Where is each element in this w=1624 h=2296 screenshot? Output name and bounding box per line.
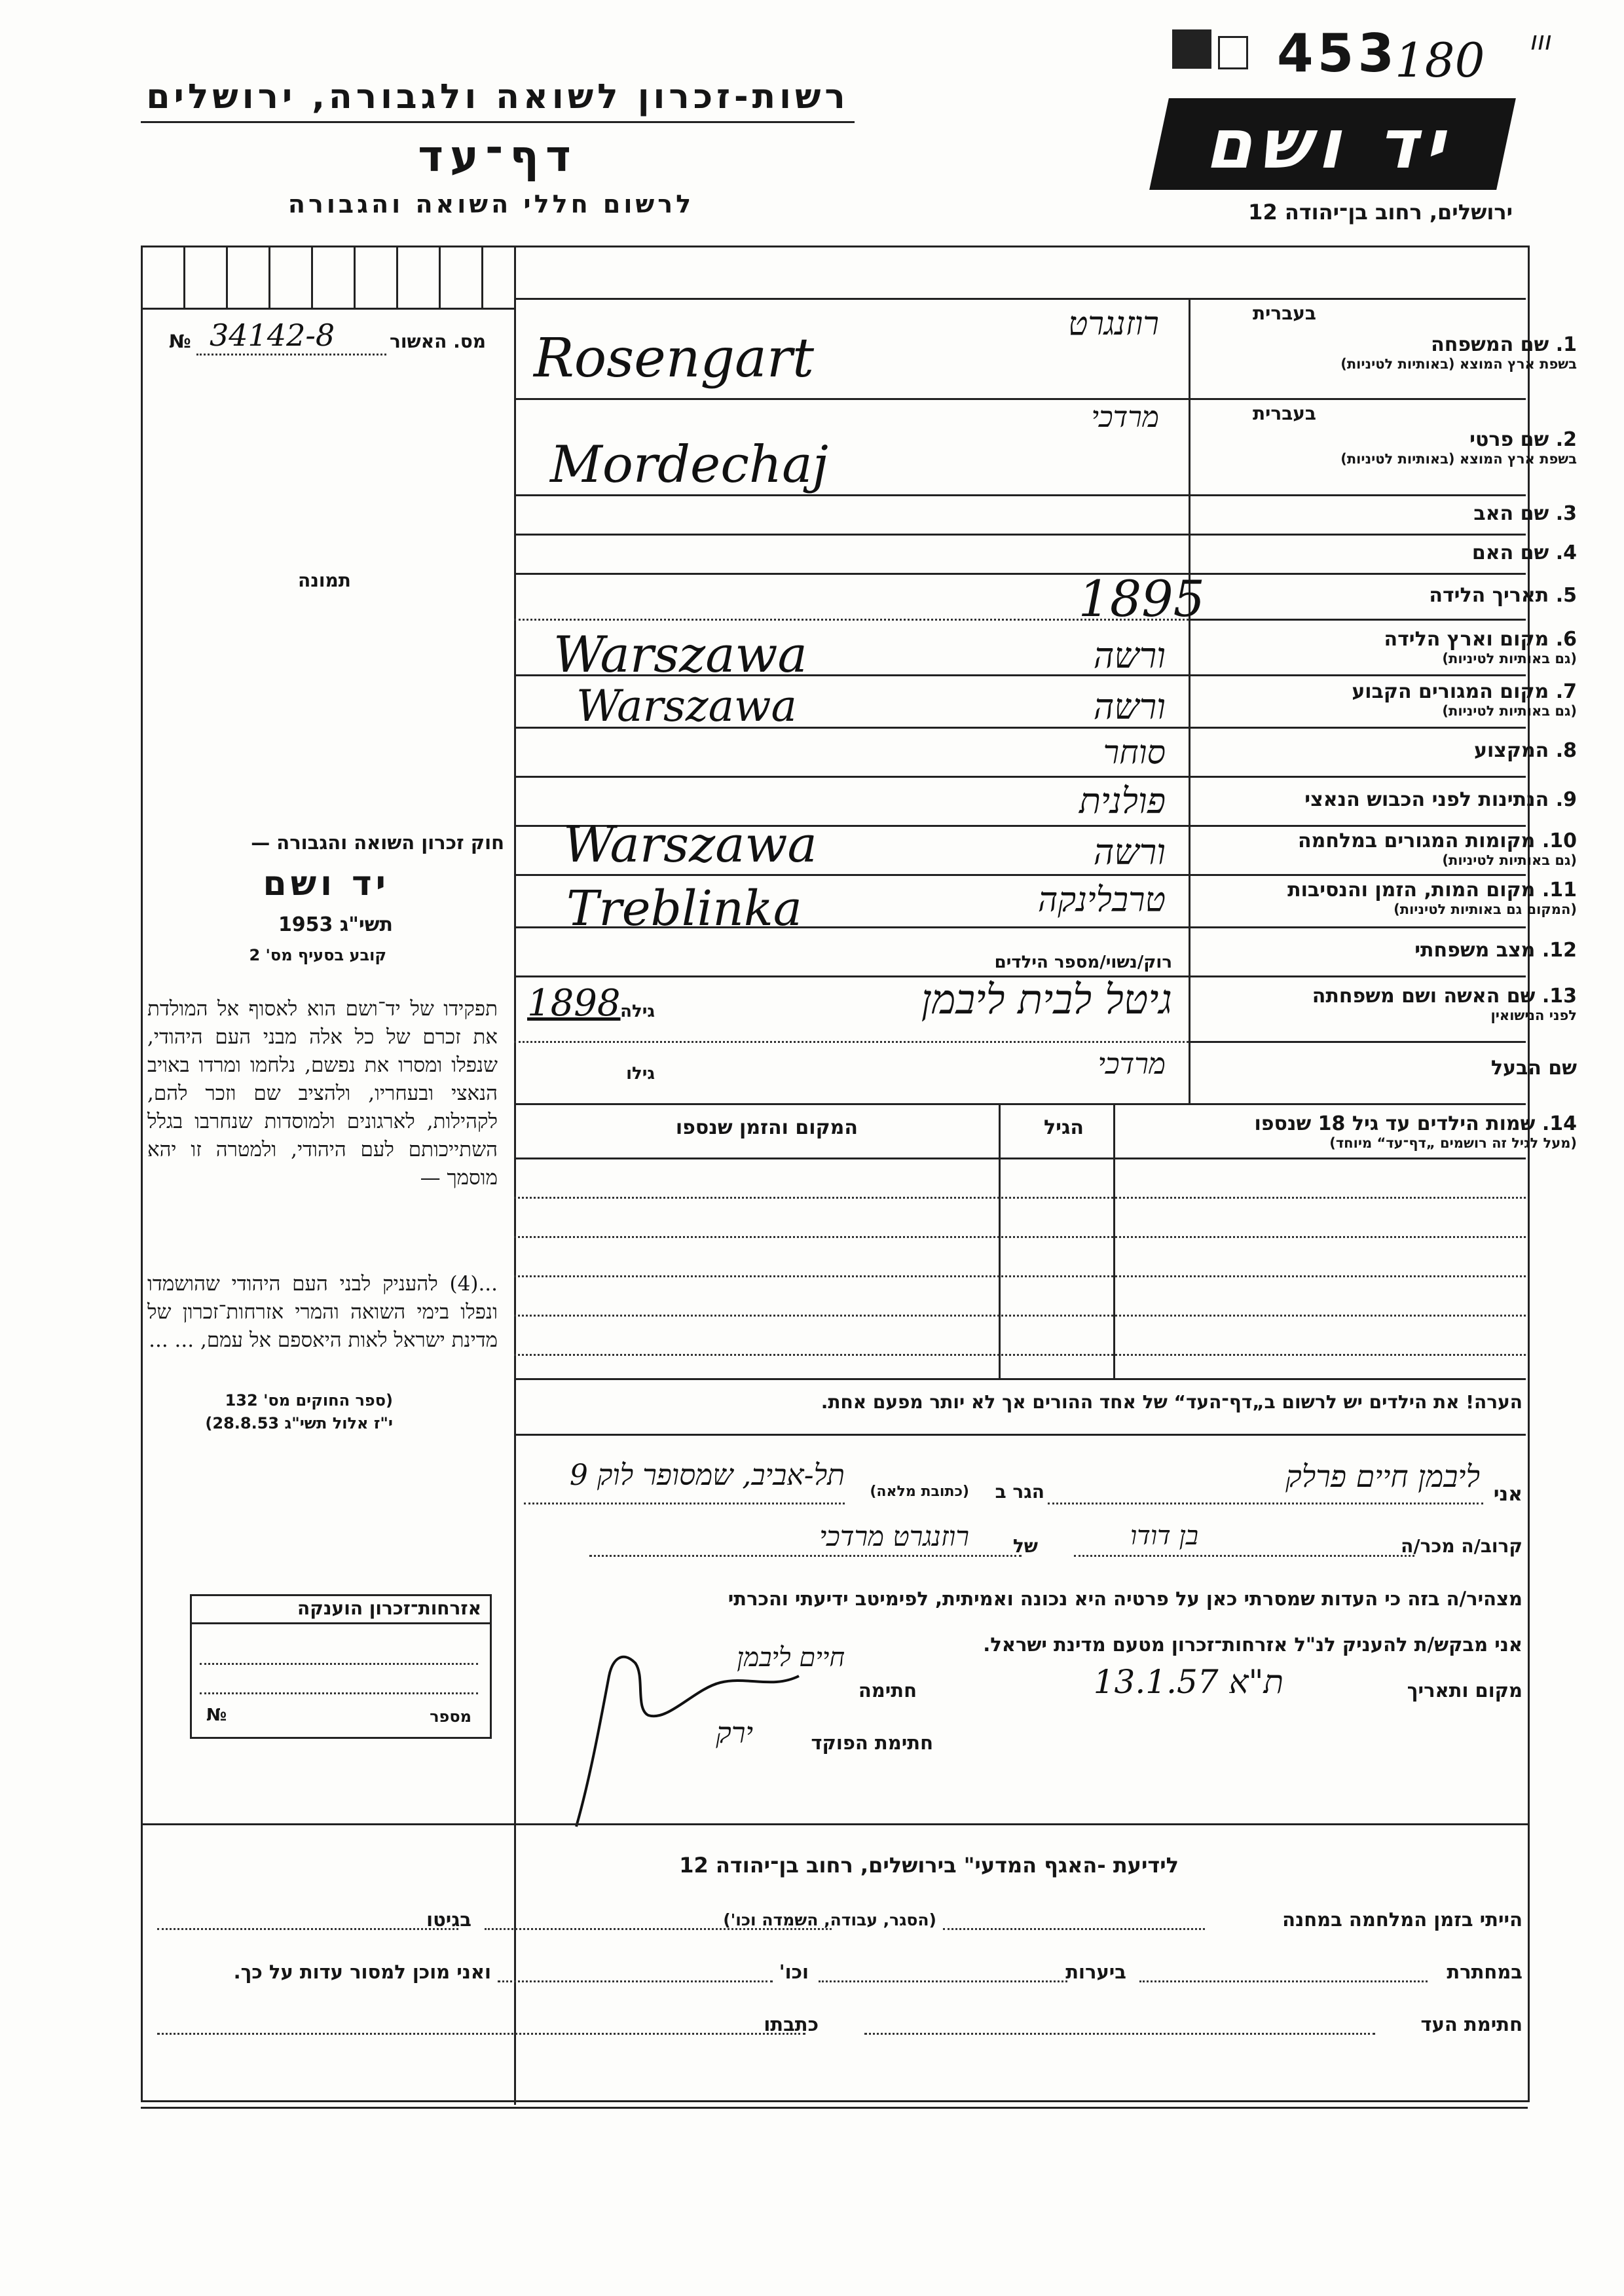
field-sublabel: (המקום גם באותיות לטיניות) [1393,902,1577,917]
code-box-divider [226,246,228,308]
children-col-place: המקום והזמן שנספו [675,1116,858,1139]
field-label-father [1210,503,1577,525]
field-number: 3. [1555,502,1577,525]
husband-name-value[interactable]: מרדכי [1098,1048,1166,1081]
death-place-latin-value[interactable]: Treblinka [566,881,802,937]
surname-latin-value[interactable]: Rosengart [534,327,815,390]
footer-title: לידיעת -האגף המדעי" בירושלים, רחוב בן־יהודה 12 [679,1853,1179,1878]
row-separator [1189,825,1526,827]
marital-options-label: רוק/נשוי/מספר הילדים [994,953,1172,972]
footer-signature-label: חתימת העד [1420,2013,1522,2035]
children-row-line [514,1275,1526,1277]
field-sublabel: (מעל לגיל זה רושמים „דף־עד“ מיוחד) [1329,1135,1577,1151]
field-label-surname [1210,334,1577,372]
relative-label: קרוב/ה מכר/ה [1401,1535,1522,1557]
field-label-text: הנתינות לפני הכבוש הנאצי [1304,788,1549,811]
row-separator [1189,926,1526,928]
value-line [514,776,1189,778]
header-underline [141,121,855,123]
yad-vashem-logo [1149,98,1516,190]
field-label-text: שם הבעל [1490,1057,1577,1080]
row-separator [1189,727,1526,729]
stamp-number: 453 [1277,23,1398,84]
footer-etc-label: וכו' [779,1961,809,1983]
field-sublabel: (גם באותיות לטיניות) [1442,651,1577,666]
surname-hebrew-value[interactable]: רוזנגרט [1068,304,1159,342]
wife-age-value[interactable]: 1898 [527,982,621,1025]
profession-value[interactable]: סוחר [1103,733,1166,771]
citizenship-box-header-line [190,1622,492,1624]
field-number: 11. [1541,879,1577,902]
field-label-mother [1210,542,1577,564]
field-label-residence [1210,681,1577,719]
law-body: תפקידו של יד־ושם הוא לאסוף אל המולדת את זכרם של כל אלה מבני העם היהודי, שנפלו ומסרו את נפשם, נלחמו ומרדו באויב הנאצי ובעחריו, ולהציב שם וזכר להם, לקהילות, לארגונים ולמוסדות שנחרבו בגלל השתייכותם לעם היהודי, ולמטרה זו יהא מוסמך — [147,997,498,1190]
registration-symbol: № [169,331,191,352]
row-separator [1189,674,1526,676]
citizenship-number-label: מספר [430,1707,471,1726]
footer-underground-label: במחתרת [1447,1961,1522,1983]
field-number: 12. [1541,939,1577,962]
form-frame-bottom-double [141,2107,1528,2109]
field-number: 9. [1555,788,1577,811]
footer-ghetto-label: בגיטו [426,1908,471,1931]
children-note: הערה! את הילדים יש לרשום ב„דף־העד“ של אחד ההורים אך לא יותר מפעם אחת. [821,1391,1522,1413]
registration-dotted-line [196,354,386,355]
field-label-text: מקומות המגורים במלחמה [1298,829,1536,852]
birth-place-hebrew-value[interactable]: ורשה [1093,635,1166,676]
witness-name-line [1048,1503,1483,1504]
registration-number[interactable]: 34142-8 [210,318,335,353]
institution-address: ירושלים, רחוב בן־יהודה 12 [1248,200,1513,225]
citizenship-box-title: אזרחות־זכרון הוענקה [297,1597,481,1619]
field-label-text: שם האב [1473,502,1549,525]
registration-label: מס. האשור [390,331,486,352]
field-label-text: שם המשפחה [1431,333,1549,356]
nationality-value[interactable]: פולנית [1079,780,1166,822]
top-band-bottom [514,298,1526,300]
relation-line [1074,1555,1414,1557]
footer-willing-label: ואני מוכן למסור עדות על כך. [233,1961,491,1983]
children-bottom-line [514,1378,1526,1380]
field-label-text: שם האם [1471,541,1549,564]
children-col-age: הגיל [1044,1116,1084,1139]
law-clause: קובע בסעיף מס' 2 [249,946,386,964]
wife-name-value[interactable]: גיטל לבית ליבמן [921,975,1172,1023]
witness-name-value[interactable]: ליבמן חיים פרלק [1285,1459,1480,1494]
field-label-husband [1210,1057,1577,1080]
field-label-war-residence [1210,830,1577,868]
war-residence-hebrew-value[interactable]: ורשה [1093,831,1166,873]
field-label-text: המקצוע [1473,739,1549,762]
field-label-wife [1210,985,1577,1023]
value-line [514,534,1189,536]
law-title: יד ושם [263,864,390,903]
law-source: (ספר החוקים מס' 132 [225,1391,393,1410]
field-number: 4. [1555,541,1577,564]
authority-title: רשות-זכרון לשואה ולגבורה, ירושלים [146,77,849,117]
field-sublabel: (גם באותיות לטיניות) [1442,852,1577,868]
footer-camp-types: (הסגר, עבודה, השמדה וכו') [723,1910,936,1929]
field-sublabel: בשפת ארץ המוצא (באותיות לטיניות) [1340,356,1577,372]
code-box-divider [311,246,313,308]
field-label-text: שם האשה ושם משפחתה [1312,985,1536,1008]
residence-hebrew-value[interactable]: ורשה [1093,686,1166,727]
left-column-divider [514,246,516,2105]
code-box-divider [354,246,356,308]
footer-line [943,1928,1205,1930]
label-column-divider [1189,298,1190,1103]
footer-camp-label: הייתי בזמן המלחמה במחנה [1282,1908,1522,1931]
footer-line [498,1980,773,1982]
row-separator [1189,619,1526,621]
first-name-latin-value[interactable]: Mordechaj [550,435,828,494]
children-label [1184,1113,1577,1151]
officer-signature-label: חתימת הפוקד [811,1732,933,1754]
field-label-text: מקום המות, הזמן והנסיבות [1287,879,1536,902]
signature-scrawl [537,1637,812,1833]
deceased-line [589,1555,1022,1557]
law-source-date: י"ז אלול תשי"ג 28.8.53) [205,1414,393,1432]
logo-text: יד ושם [1201,104,1464,184]
field-label-text: מקום המגורים הקבוע [1352,680,1549,703]
field-label-text: שם פרטי [1469,428,1549,451]
first-name-hebrew-value[interactable]: מרדכי [1091,401,1159,434]
declaration-resides: הגר ב [995,1481,1044,1503]
row-separator [1189,776,1526,778]
field-number: 7. [1555,680,1577,703]
code-box-divider [481,246,483,308]
footer-line [157,1928,458,1930]
corner-mark: ווו [1529,26,1551,56]
code-box-divider [268,246,270,308]
footer-line [485,1928,832,1930]
birth-place-latin-value[interactable]: Warszawa [553,625,807,683]
footer-line [819,1980,1067,1982]
field-number: 2. [1555,428,1577,451]
field-sublabel: (גם באותיות לטיניות) [1442,703,1577,719]
field-label-first-name [1210,429,1577,467]
declaration-full-address: (כתובת מלאה) [870,1484,969,1500]
field-number: 1. [1555,333,1577,356]
field-label-text: תאריך הלידה [1429,584,1549,607]
children-divider [999,1103,1001,1378]
officer-signature-value[interactable]: ירק [716,1717,753,1750]
signature-label: חתימה [858,1679,917,1702]
field-number: 5. [1555,584,1577,607]
field-label-text: מקום וארץ הלידה [1384,628,1549,651]
row-separator [1189,1041,1526,1043]
value-line [514,874,1189,876]
declaration-of: של [1012,1535,1038,1557]
field-label-text: שמות הילדים עד גיל 18 שנספו [1254,1112,1536,1135]
war-residence-latin-value[interactable]: Warszawa [563,815,817,873]
field-sublabel: לפני הנישואין [1490,1008,1577,1023]
field-sublabel: בשפת ארץ המוצא (באותיות לטיניות) [1340,451,1577,467]
code-boxes-bottom [141,308,514,310]
declaration-ani: אני [1493,1483,1522,1506]
field-label-birth-date [1210,585,1577,607]
field-number: 6. [1555,628,1577,651]
footer-line [157,2033,805,2035]
children-row-line [514,1315,1526,1317]
declaration-statement: מצהיר/ה בזה כי העדות שמסרתי כאן על פרטיה היא נכונה ואמיתית, לפימיטב ידיעתי והכרתי [728,1588,1522,1610]
hebrew-tag: בעברית [1252,302,1316,324]
row-separator [1189,534,1526,536]
field-number: 8. [1555,739,1577,762]
citizenship-number-symbol: № [206,1705,227,1725]
field-number: 14. [1541,1112,1577,1135]
footer-forests-label: ביערות [1065,1961,1126,1983]
footer-top-line [141,1823,1528,1825]
row-separator [1189,573,1526,575]
row-separator [514,494,1526,496]
note-bottom-line [514,1434,1526,1436]
field-label-marital-status [1210,939,1577,962]
photo-label: תמונה [298,570,351,591]
citizenship-box-line [200,1692,478,1694]
wife-age-label: גילה [620,1002,655,1021]
field-number: 10. [1541,829,1577,852]
husband-age-label: גילו [626,1064,655,1084]
birth-date-value[interactable]: 1895 [1078,570,1205,628]
place-date-value[interactable]: ת"א 13.1.57 [1093,1663,1283,1701]
witness-address-line [524,1503,845,1504]
footer-line [1139,1980,1428,1982]
children-divider [1113,1103,1115,1378]
field-label-nationality [1210,789,1577,811]
signature-value[interactable]: חיים ליבמן [737,1643,845,1673]
field-label-birth-place [1210,629,1577,666]
field-label-death-place [1210,879,1577,917]
deceased-name-value[interactable]: רוזנגרט מרדכי [819,1520,969,1552]
law-body-2: ...(4) להעניק לבני העם היהודי שהושמדו ונפלו בימי השואה והמרי אזרחות־זכרון של מדינת ישראל לאות היאספם אל עמם, ... ... [147,1272,498,1352]
row-separator [1189,975,1526,977]
residence-latin-value[interactable]: Warszawa [576,681,797,731]
footer-address-label: כתבתו [764,2013,819,2035]
value-line [514,398,1189,400]
citizenship-box-line [200,1663,478,1665]
field-label-text: מצב משפחתי [1414,939,1536,962]
declaration-request: אני מבקש/ת להעניק לנ"ל אזרחות־זכרון מטעם מדינת ישראל. [983,1633,1522,1656]
relation-value[interactable]: בן דודו [1130,1521,1198,1551]
code-box-divider [183,246,185,308]
children-row-line [514,1354,1526,1356]
footer-line [864,2033,1375,2035]
row-separator [1189,398,1526,400]
death-place-hebrew-value[interactable]: טרבלינקה [1037,881,1166,920]
row-separator [514,1103,1526,1105]
code-box-divider [396,246,398,308]
law-year: תשי"ג 1953 [278,913,393,936]
law-intro: חוק זכרון השואה והגבורה — [251,831,504,854]
hebrew-tag: בעברית [1252,403,1316,424]
children-header-line [514,1157,1526,1159]
place-date-label: מקום ותאריך [1407,1679,1522,1702]
form-title: דף־עד [418,131,578,181]
field-label-profession [1210,740,1577,762]
value-line [514,1041,1189,1043]
children-row-line [514,1197,1526,1199]
form-subtitle: לרשום חללי השואה והגבורה [287,190,695,219]
stamp-box [1218,36,1248,69]
row-separator [1189,874,1526,876]
field-number: 13. [1541,985,1577,1008]
stamp-handwritten-number: 180 [1395,33,1485,88]
stamp-box [1172,29,1211,69]
witness-address-value[interactable]: תל-אביב, שמסופר לוק 9 [569,1459,845,1492]
code-box-divider [439,246,441,308]
children-row-line [514,1236,1526,1238]
